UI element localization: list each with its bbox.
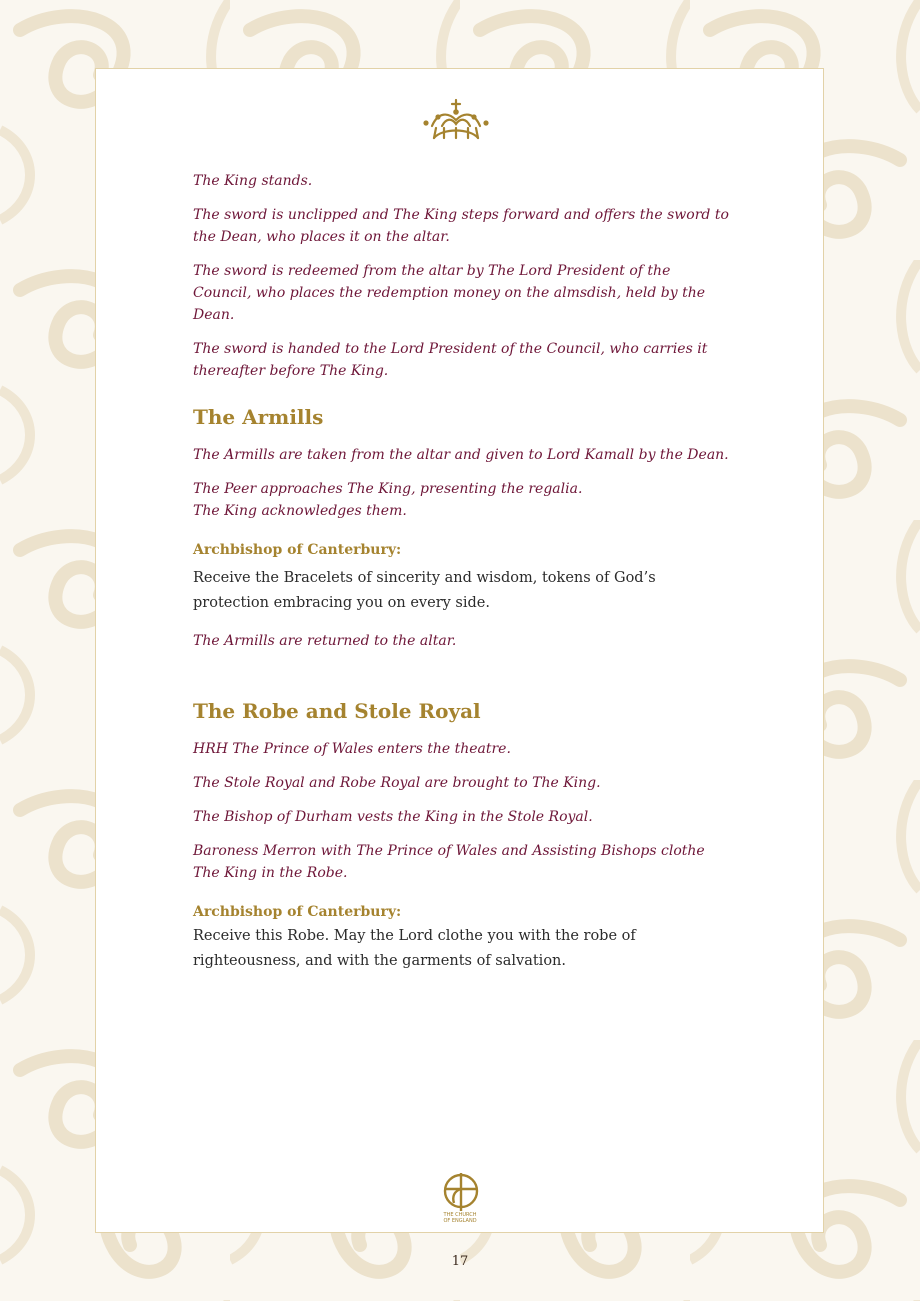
rubric-prince-enters: HRH The Prince of Wales enters the theatre. <box>193 741 511 757</box>
crown-icon <box>422 98 490 142</box>
rubric-stole-brought: The Stole Royal and Robe Royal are brought to The King. <box>193 775 601 791</box>
logo-caption-line: OF ENGLAND <box>443 1218 477 1224</box>
rubric-sword-offered: The sword is unclipped and The King steps forward and offers the sword to the Dean, who places it on the altar. <box>193 207 729 245</box>
logo-caption-line: THE CHURCH <box>443 1212 477 1218</box>
rubric-sword-handed: The sword is handed to the Lord President of the Council, who carries it thereafter before The King. <box>193 341 708 379</box>
rubric-bishop-vests: The Bishop of Durham vests the King in the Stole Royal. <box>193 809 593 825</box>
rubric-king-acknowledges: The King acknowledges them. <box>193 503 407 519</box>
rubric-peer-approaches: The Peer approaches The King, presenting the regalia. <box>193 481 583 497</box>
logo-caption <box>430 1212 490 1224</box>
heading-robe-stole: The Robe and Stole Royal <box>193 699 481 723</box>
rubric-armills-returned: The Armills are returned to the altar. <box>193 633 457 649</box>
speech-robe: Receive this Robe. May the Lord clothe you with the robe of righteousness, and with the garments of salvation. <box>193 928 636 969</box>
page-content <box>193 170 733 974</box>
speech-bracelets: Receive the Bracelets of sincerity and wisdom, tokens of God’s protection embracing you on every side. <box>193 570 656 611</box>
rubric-sword-redeemed: The sword is redeemed from the altar by The Lord President of the Council, who places the redemption money on the almsdish, held by the Dean. <box>193 263 706 323</box>
heading-armills: The Armills <box>193 405 324 429</box>
rubric-king-stands: The King stands. <box>193 173 313 189</box>
rubric-armills-taken: The Armills are taken from the altar and given to Lord Kamall by the Dean. <box>193 447 729 463</box>
speaker-label: Archbishop of Canterbury: <box>193 904 402 920</box>
rubric-clothe-king: Baroness Merron with The Prince of Wales and Assisting Bishops clothe The King in the Robe. <box>193 843 705 881</box>
speaker-label: Archbishop of Canterbury: <box>193 542 402 558</box>
page-number: 17 <box>451 1254 469 1269</box>
